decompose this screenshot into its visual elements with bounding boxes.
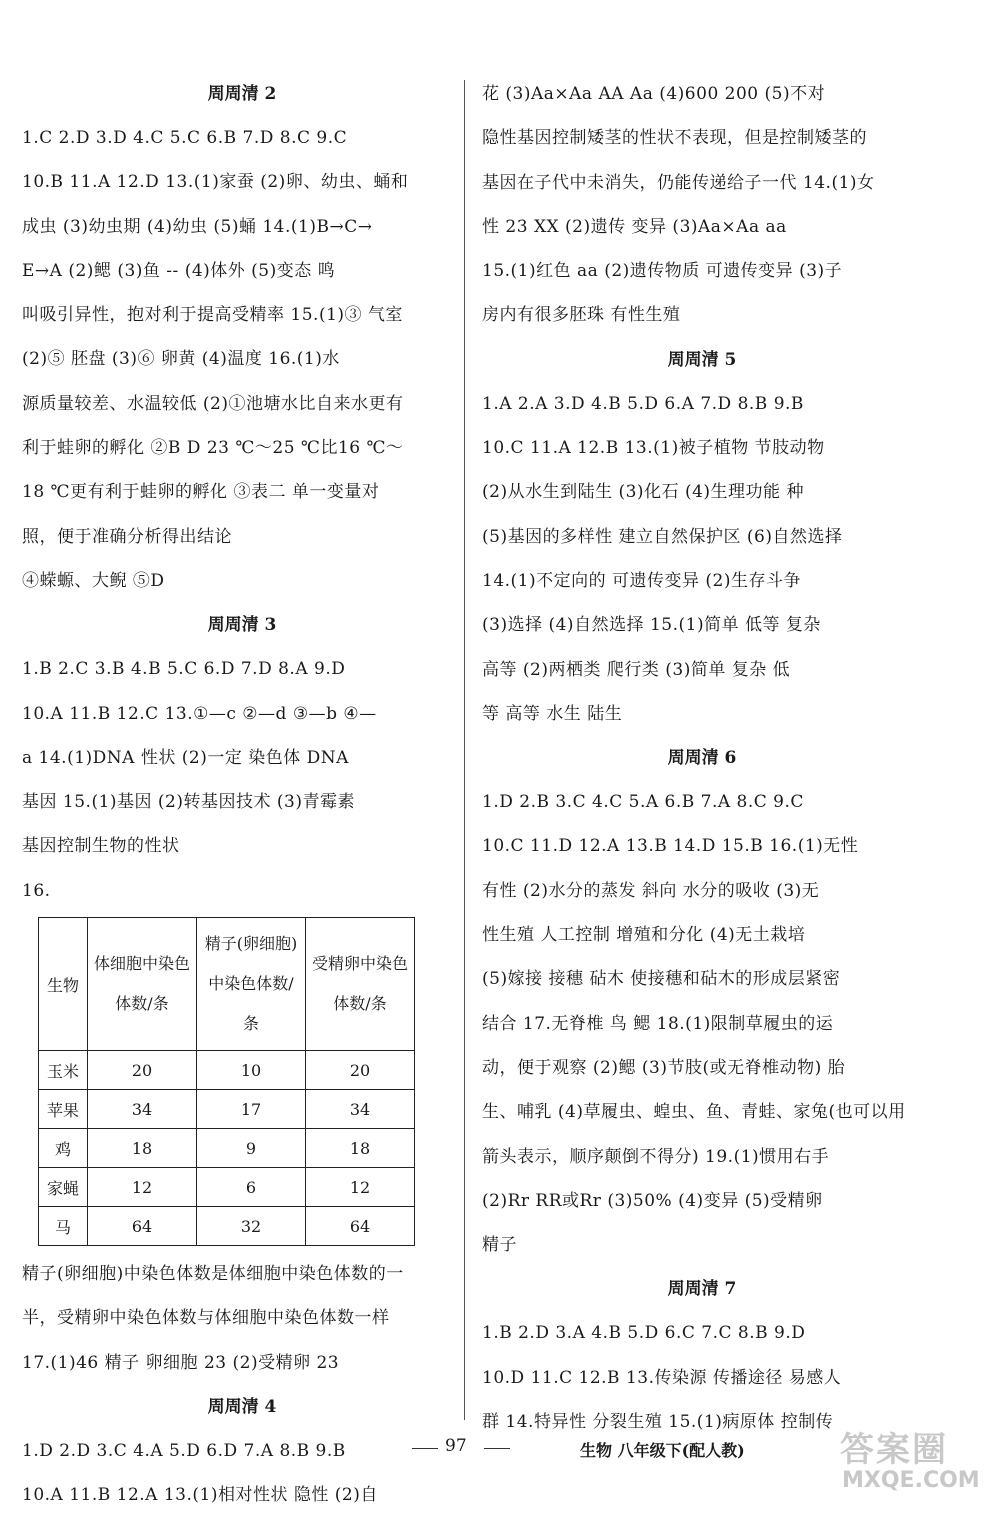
table-row-label: 苹果: [39, 1090, 88, 1129]
answer-line: 1.D 2.D 3.C 4.A 5.D 6.D 7.A 8.B 9.B: [22, 1440, 346, 1461]
answer-line: 箭头表示，顺序颠倒不得分) 19.(1)惯用右手: [482, 1146, 830, 1167]
table-cell: 34: [88, 1090, 197, 1129]
answer-line: 16.: [22, 880, 51, 901]
answer-line: 10.D 11.C 12.B 13.传染源 传播途径 易感人: [482, 1367, 842, 1388]
watermark-logo: [832, 1418, 982, 1498]
table-column-header: 体细胞中染色体数/条: [88, 918, 197, 1051]
answer-line: (2)⑤ 胚盘 (3)⑥ 卵黄 (4)温度 16.(1)水: [22, 349, 340, 370]
answer-line: a 14.(1)DNA 性状 (2)一定 染色体 DNA: [22, 747, 349, 768]
answer-line: 隐性基因控制矮茎的性状不表现，但是控制矮茎的: [482, 128, 867, 149]
answer-line: 10.B 11.A 12.D 13.(1)家蚕 (2)卵、幼虫、蛹和: [22, 172, 409, 193]
answer-line: 半，受精卵中染色体数与体细胞中染色体数一样: [22, 1308, 390, 1329]
answer-line: 照，便于准确分析得出结论: [22, 526, 232, 547]
section-heading: 周周清 6: [667, 748, 737, 769]
answer-line: 有性 (2)水分的蒸发 斜向 水分的吸收 (3)无: [482, 880, 820, 901]
table-cell: 34: [306, 1090, 415, 1129]
table-cell: 12: [306, 1168, 415, 1207]
answer-line: 10.A 11.B 12.C 13.①—c ②—d ③—b ④—: [22, 703, 377, 724]
page-number-dash: [412, 1448, 438, 1449]
answer-line: 性生殖 人工控制 增殖和分化 (4)无土栽培: [482, 925, 806, 946]
answer-line: ④蝾螈、大鲵 ⑤D: [22, 570, 165, 591]
answer-line: 17.(1)46 精子 卵细胞 23 (2)受精卵 23: [22, 1352, 340, 1373]
answer-line: 基因 15.(1)基因 (2)转基因技术 (3)青霉素: [22, 792, 355, 813]
answer-line: 10.C 11.D 12.A 13.B 14.D 15.B 16.(1)无性: [482, 836, 859, 857]
answer-line: 群 14.特异性 分裂生殖 15.(1)病原体 控制传: [482, 1412, 834, 1433]
answer-line: 1.C 2.D 3.D 4.C 5.C 6.B 7.D 8.C 9.C: [22, 128, 348, 148]
answer-line: 源质量较差、水温较低 (2)①池塘水比自来水更有: [22, 393, 404, 414]
answer-line: 利于蛙卵的孵化 ②B D 23 ℃～25 ℃比16 ℃～: [22, 438, 404, 459]
book-title: 生物 八年级下(配人教): [580, 1441, 745, 1460]
answer-line: (5)基因的多样性 建立自然保护区 (6)自然选择: [482, 526, 843, 547]
right-column: [482, 72, 922, 1444]
left-column: [22, 72, 462, 1518]
answer-line: 性 23 XX (2)遗传 变异 (3)Aa×Aa aa: [482, 216, 787, 237]
table-cell: 18: [88, 1129, 197, 1168]
answer-line: 基因在子代中未消失，仍能传递给子一代 14.(1)女: [482, 172, 875, 193]
answer-line: 等 高等 水生 陆生: [482, 703, 623, 724]
table-cell: 64: [88, 1207, 197, 1246]
table-cell: 20: [306, 1051, 415, 1090]
chromosome-table-grid: [38, 917, 415, 1246]
watermark-bottom-text: MXQE.COM: [842, 1468, 980, 1493]
answer-line: 精子: [482, 1235, 517, 1256]
section-heading: 周周清 4: [207, 1396, 277, 1417]
answer-line: 生、哺乳 (4)草履虫、蝗虫、鱼、青蛙、家兔(也可以用: [482, 1102, 906, 1123]
answer-line: E→A (2)鳃 (3)鱼 -- (4)体外 (5)变态 鸣: [22, 260, 336, 281]
answer-line: 动，便于观察 (2)鳃 (3)节肢(或无脊椎动物) 胎: [482, 1057, 846, 1078]
table-cell: 6: [197, 1168, 306, 1207]
table-row: [39, 1090, 415, 1129]
answer-line: (2)Rr RR或Rr (3)50% (4)变异 (5)受精卵: [482, 1190, 823, 1211]
section-heading: 周周清 7: [667, 1279, 737, 1300]
answer-line: (3)选择 (4)自然选择 15.(1)简单 低等 复杂: [482, 615, 821, 636]
answer-line: 成虫 (3)幼虫期 (4)幼虫 (5)蛹 14.(1)B→C→: [22, 216, 373, 237]
answer-line: 1.A 2.A 3.D 4.B 5.D 6.A 7.D 8.B 9.B: [482, 393, 804, 414]
table-row: [39, 1051, 415, 1090]
table-cell: 32: [197, 1207, 306, 1246]
table-cell: 18: [306, 1129, 415, 1168]
section-heading: 周周清 5: [667, 349, 737, 370]
answer-line: 高等 (2)两栖类 爬行类 (3)简单 复杂 低: [482, 659, 791, 680]
table-cell: 10: [197, 1051, 306, 1090]
answer-line: 15.(1)红色 aa (2)遗传物质 可遗传变异 (3)子: [482, 261, 843, 282]
answer-line: 基因控制生物的性状: [22, 836, 180, 857]
column-divider: [464, 80, 465, 1420]
table-column-header: 精子(卵细胞)中染色体数/条: [197, 918, 306, 1051]
table-row: [39, 1129, 415, 1168]
table-cell: 17: [197, 1090, 306, 1129]
table-row: [39, 1207, 415, 1246]
watermark-top-text: 答案圈: [840, 1430, 948, 1470]
answer-line: 14.(1)不定向的 可遗传变异 (2)生存斗争: [482, 570, 802, 591]
table-row-label: 家蝇: [39, 1168, 88, 1207]
table-column-header: 受精卵中染色体数/条: [306, 918, 415, 1051]
table-row-label: 马: [39, 1207, 88, 1246]
page-number-dash: [484, 1448, 510, 1449]
section-heading: 周周清 2: [207, 84, 277, 104]
answer-line: 花 (3)Aa×Aa AA Aa (4)600 200 (5)不对: [482, 84, 826, 104]
answer-line: (5)嫁接 接穗 砧木 使接穗和砧木的形成层紧密: [482, 969, 841, 990]
table-cell: 12: [88, 1168, 197, 1207]
table-cell: 64: [306, 1207, 415, 1246]
table-row-label: 玉米: [39, 1051, 88, 1090]
answer-line: 叫吸引异性，抱对利于提高受精率 15.(1)③ 气室: [22, 305, 403, 326]
table-header-row: [39, 918, 415, 1051]
answer-line: 结合 17.无脊椎 鸟 鳃 18.(1)限制草履虫的运: [482, 1013, 834, 1034]
table-corner-header: 生物: [39, 918, 88, 1051]
answer-line: 10.C 11.A 12.B 13.(1)被子植物 节肢动物: [482, 438, 825, 459]
table-row-label: 鸡: [39, 1129, 88, 1168]
answer-line: 1.D 2.B 3.C 4.C 5.A 6.B 7.A 8.C 9.C: [482, 792, 804, 813]
table-row: [39, 1168, 415, 1207]
answer-line: 精子(卵细胞)中染色体数是体细胞中染色体数的一: [22, 1264, 404, 1285]
page-number: 97: [445, 1436, 467, 1456]
answer-line: 房内有很多胚珠 有性生殖: [482, 305, 681, 326]
answer-line: 10.A 11.B 12.A 13.(1)相对性状 隐性 (2)自: [22, 1485, 378, 1506]
answer-line: 18 ℃更有利于蛙卵的孵化 ③表二 单一变量对: [22, 482, 380, 503]
answer-line: 1.B 2.D 3.A 4.B 5.D 6.C 7.C 8.B 9.D: [482, 1323, 806, 1344]
table-cell: 20: [88, 1051, 197, 1090]
chromosome-table: [38, 917, 462, 1246]
answer-line: (2)从水生到陆生 (3)化石 (4)生理功能 种: [482, 482, 804, 503]
section-heading: 周周清 3: [207, 615, 277, 636]
answer-line: 1.B 2.C 3.B 4.B 5.C 6.D 7.D 8.A 9.D: [22, 659, 346, 680]
table-cell: 9: [197, 1129, 306, 1168]
